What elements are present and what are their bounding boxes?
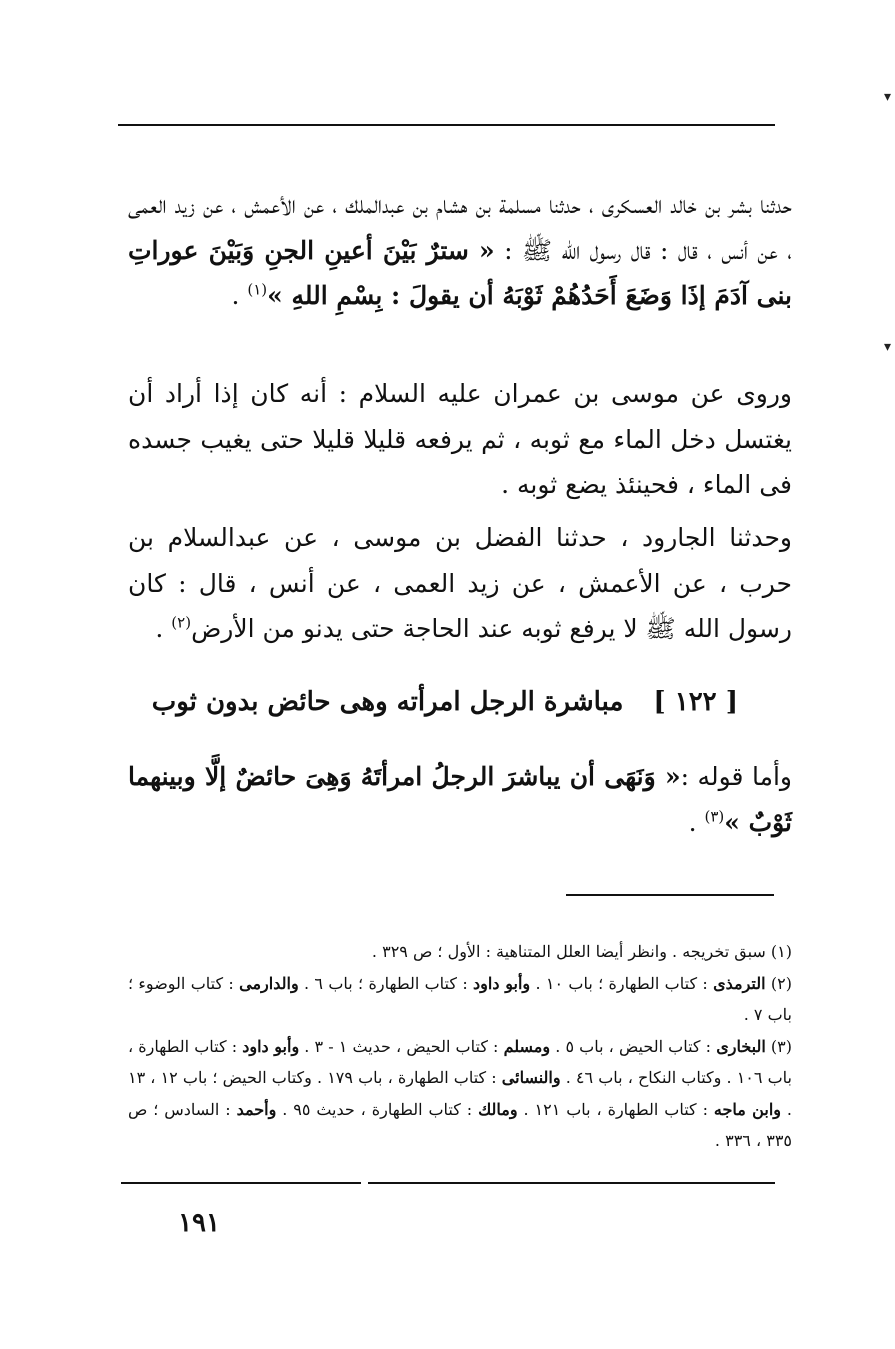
footnotes [128, 936, 792, 1157]
section-number: [ ١٢٢ ] [653, 687, 738, 717]
scan-edge-mark-top: ▾ [884, 89, 892, 105]
footnote-3-ref-c: : كتاب الطهارة ، باب ١٠٦ . وكتاب النكاح ، باب ٤٦ . [128, 1036, 792, 1087]
footnote-3-source-nasai: والنسائى [501, 1068, 561, 1087]
paragraph-4-end: . [688, 807, 705, 837]
footnote-ref-1[interactable]: (١) [247, 280, 268, 299]
footnote-3-ref-g: : السادس ؛ ص ٣٣٥ ، ٣٣٦ . [128, 1099, 792, 1150]
footnote-3-source-abudawud: وأبو داود [242, 1036, 300, 1056]
footnote-2-ref-a: : كتاب الطهارة ؛ باب ١٠ . [530, 973, 714, 993]
paragraph-1-text: حدثنا بشر بن خالد العسكرى ، حدثنا مسلمة بن هشام بن عبدالملك ، عن الأعمش ، عن زيد العمى ، عن أنس ، قال : قال رسول الله ﷺ : [128, 190, 792, 265]
scan-edge-mark-middle: ▾ [884, 339, 892, 355]
footnote-3-ref-f: : كتاب الطهارة ، حديث ٩٥ . [276, 1099, 479, 1119]
footnote-2-ref-b: : كتاب الطهارة ؛ باب ٦ . [298, 973, 474, 993]
footnote-2-source-abudawud: وأبو داود [473, 973, 531, 993]
footnote-2-source-darimi: والدارمى [239, 973, 299, 993]
footnote-3-ref-a: : كتاب الحيض ، باب ٥ . [550, 1036, 717, 1056]
paragraph-hadith-2 [128, 515, 792, 652]
footnote-1 [128, 936, 792, 968]
footnote-2-source-tirmidhi: الترمذى [713, 973, 766, 993]
footnote-3-source-ibnmajah: وابن ماجه [713, 1099, 781, 1119]
footnote-3-ref-d: : كتاب الطهارة ، باب ١٧٩ . وكتاب الحيض ؛ باب ١٢ ، ١٣ . [128, 1068, 792, 1119]
footnote-ref-2[interactable]: (٢) [171, 613, 192, 632]
footnote-3-ref-e: : كتاب الطهارة ، باب ١٢١ . [517, 1099, 714, 1119]
footnote-3-number: (٣) [765, 1036, 793, 1056]
footnote-2 [128, 968, 792, 1031]
paragraph-musa [128, 371, 792, 508]
page-number: ١٩١ [178, 1208, 220, 1238]
section-title: مباشرة الرجل امرأته وهى حائض بدون ثوب [151, 687, 624, 717]
paragraph-hadith-3 [128, 754, 792, 845]
paragraph-3-end: . [155, 614, 172, 643]
footnote-2-number: (٢) [765, 973, 792, 993]
footnote-3-source-bukhari: البخارى [716, 1036, 766, 1056]
footnote-ref-3[interactable]: (٣) [704, 807, 725, 826]
section-heading [128, 680, 738, 724]
footnote-3-source-muslim: ومسلم [503, 1036, 551, 1056]
header-rule [118, 124, 775, 126]
paragraph-4-quote: « وَنَهَى أن يباشرَ الرجلُ امرأتَهُ وَهِىَ حائضٌ إلَّا وبينهما ثَوْبٌ » [128, 762, 792, 837]
bottom-rule-left [121, 1182, 361, 1184]
paragraph-1-quote: « سترٌ بَيْنَ أعينِ الجنِ وَبَيْنَ عوراتِ بنى آدَمَ إذَا وَضَعَ أَحَدُهُمْ ثَوْبَهُ أن يقولَ : بِسْمِ اللهِ » [128, 235, 792, 310]
footnote-3-source-malik: ومالك [478, 1099, 518, 1119]
footnote-2-ref-c: : كتاب الوضوء ؛ باب ٧ . [128, 973, 792, 1024]
footnote-1-text: (١) سبق تخريجه . وانظر أيضا العلل المتناهية : الأول ؛ ص ٣٢٩ . [371, 942, 792, 961]
paragraph-1-end: . [231, 281, 248, 310]
paragraph-2-text: وروى عن موسى بن عمران عليه السلام : أنه كان إذا أراد أن يغتسل دخل الماء مع ثوبه ، ثم يرفعه قليلا قليلا حتى يغيب جسده فى الماء ، فحينئذ يضع ثوبه . [128, 379, 792, 499]
footnote-separator [566, 894, 774, 896]
footnote-3 [128, 1031, 792, 1157]
paragraph-3-text: وحدثنا الجارود ، حدثنا الفضل بن موسى ، عن عبدالسلام بن حرب ، عن الأعمش ، عن زيد العمى ، عن أنس ، قال : كان رسول الله ﷺ لا يرفع ثوبه عند الحاجة حتى يدنو من الأرض [128, 523, 792, 643]
bottom-rule-right [368, 1182, 775, 1184]
paragraph-4-lead: وأما قوله : [680, 762, 792, 791]
footnote-3-source-ahmad: وأحمد [236, 1099, 277, 1119]
paragraph-hadith-1 [128, 182, 792, 319]
footnote-3-ref-b: : كتاب الحيض ، حديث ١ - ٣ . [299, 1036, 504, 1056]
